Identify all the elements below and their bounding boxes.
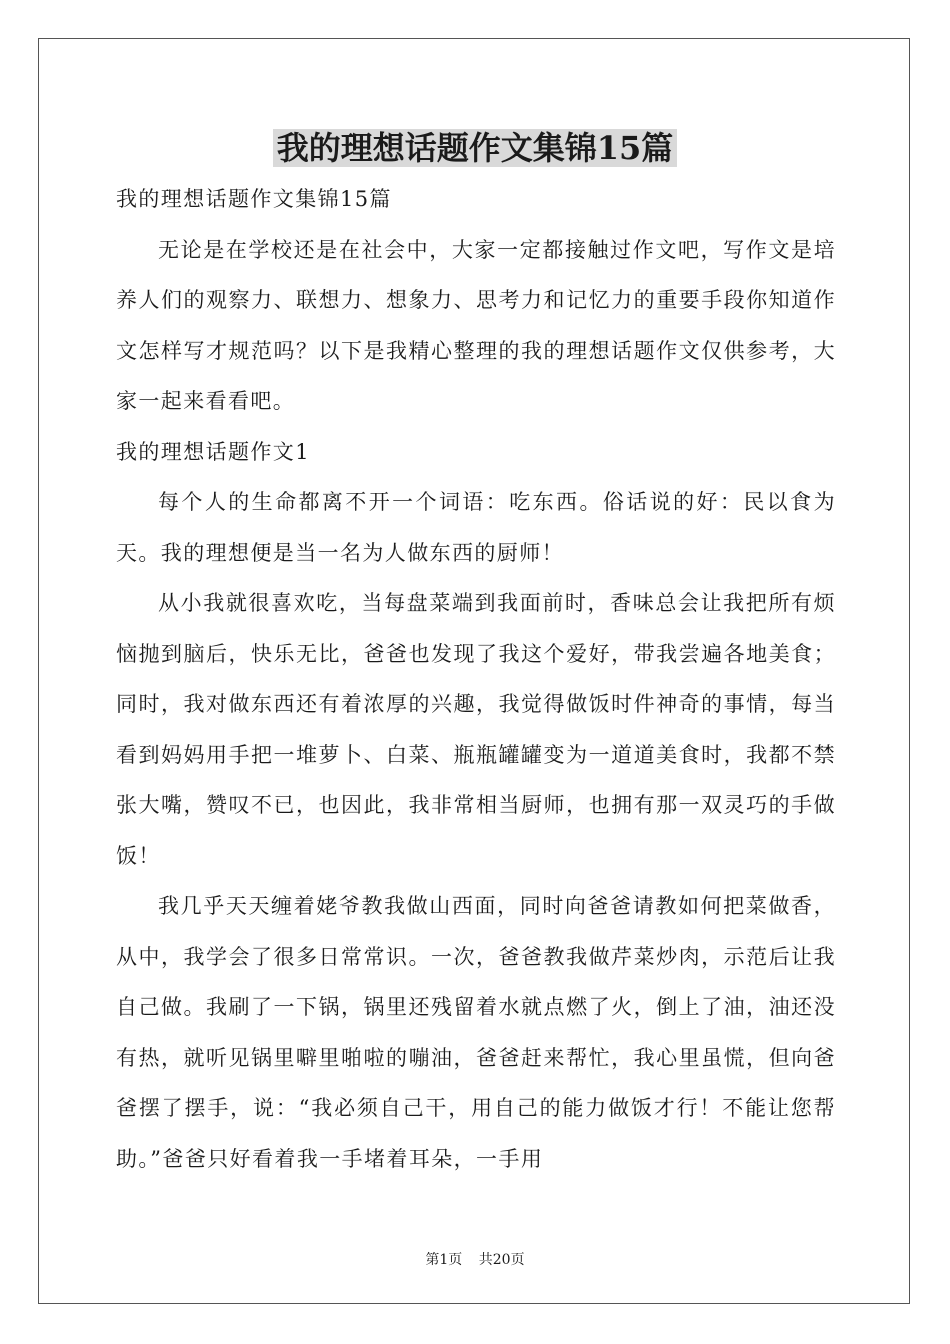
page-number: 第1页 xyxy=(425,1252,463,1268)
section-heading: 我的理想话题作文1 xyxy=(116,439,310,464)
body-paragraph: 每个人的生命都离不开一个词语：吃东西。俗话说的好：民以食为天。我的理想便是当一名为人做东西的厨师！ xyxy=(116,490,836,565)
body-paragraph: 我几乎天天缠着姥爷教我做山西面，同时向爸爸请教如何把菜做香，从中，我学会了很多日常常识。一次，爸爸教我做芹菜炒肉，示范后让我自己做。我刷了一下锅，锅里还残留着水就点燃了火，倒上了油，油还没有热，就听见锅里噼里啪啦的嘣油，爸爸赶来帮忙，我心里虽慌，但向爸爸摆了摆手，说：“我必须自己干，用自己的能力做饭才行！不能让您帮助。”爸爸只好看着我一手堵着耳朵，一手用 xyxy=(116,894,836,1171)
page-footer xyxy=(0,1250,950,1270)
document-subtitle: 我的理想话题作文集锦15篇 xyxy=(116,187,392,211)
document-title-text: 我的理想话题作文集锦15篇 xyxy=(273,129,678,167)
document-title xyxy=(0,124,950,172)
body-paragraph: 从小我就很喜欢吃，当每盘菜端到我面前时，香味总会让我把所有烦恼抛到脑后，快乐无比，爸爸也发现了我这个爱好，带我尝遍各地美食；同时，我对做东西还有着浓厚的兴趣，我觉得做饭时件神奇的事情，每当看到妈妈用手把一堆萝卜、白菜、瓶瓶罐罐变为一道道美食时，我都不禁张大嘴，赞叹不已，也因此，我非常相当厨师，也拥有那一双灵巧的手做饭！ xyxy=(116,591,836,868)
document-body xyxy=(116,174,836,1184)
intro-paragraph: 无论是在学校还是在社会中，大家一定都接触过作文吧，写作文是培养人们的观察力、联想力、想象力、思考力和记忆力的重要手段你知道作文怎样写才规范吗？以下是我精心整理的我的理想话题作文仅供参考，大家一起来看看吧。 xyxy=(116,237,836,413)
total-pages: 共20页 xyxy=(478,1252,525,1268)
